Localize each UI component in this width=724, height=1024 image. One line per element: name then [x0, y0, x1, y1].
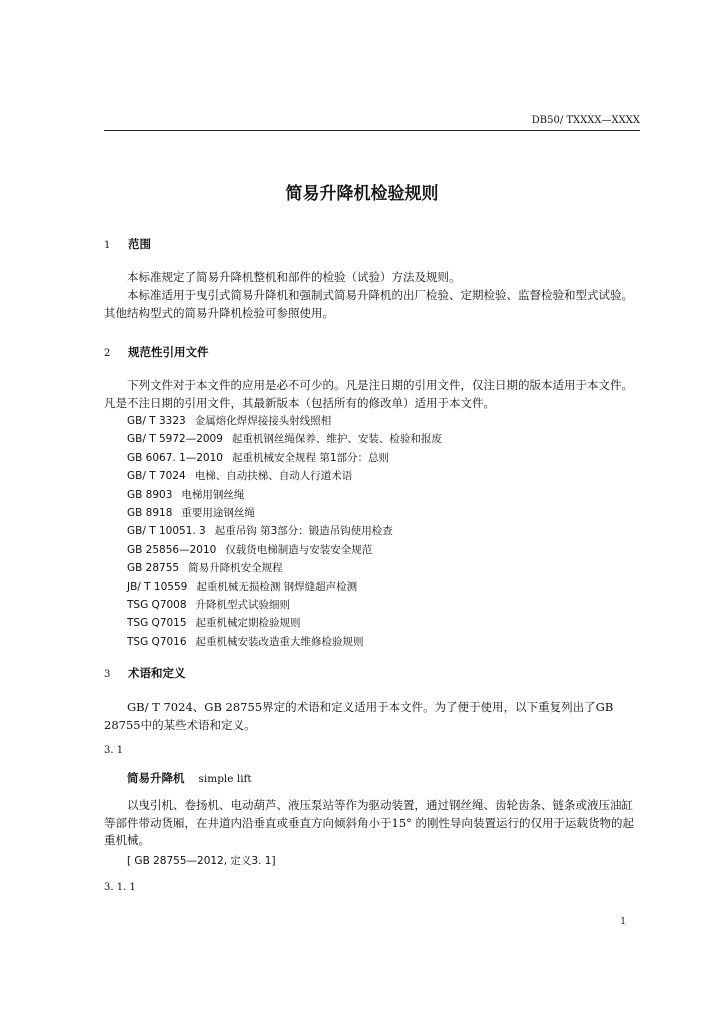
definition-source: [ GB 28755—2012, 定义3. 1] [127, 855, 276, 867]
section-3-heading [104, 665, 186, 683]
term-english: simple lift [198, 773, 252, 785]
section-1-heading [104, 236, 151, 254]
paragraph: GB/ T 7024、GB 28755界定的术语和定义适用于本文件。为了便于使用，以下重复列出了GB 28755中的某些术语和定义。 [104, 700, 614, 732]
paragraph: 下列文件对于本文件的应用是必不可少的。凡是注日期的引用文件，仅注日期的版本适用于本文件。凡是不注日期的引用文件，其最新版本（包括所有的修改单）适用于本文件。 [104, 378, 633, 410]
reference-item: GB/ T 10051. 3 起重吊钩 第3部分：锻造吊钩使用检查 [127, 525, 393, 538]
subterm-number: 3. 1. 1 [104, 882, 136, 893]
term-chinese: 简易升降机 [127, 771, 185, 785]
document-title: 简易升降机检验规则 [285, 184, 439, 204]
reference-item: TSG Q7016 起重机械安装改造重大维修检验规则 [127, 635, 364, 648]
reference-item: TSG Q7015 起重机械定期检验规则 [127, 617, 301, 630]
section-title: 范围 [128, 237, 151, 251]
standard-code: DB50/ TXXXX—XXXX [531, 115, 640, 126]
reference-item: JB/ T 10559 起重机械无损检测 钢焊缝超声检测 [127, 580, 358, 593]
section-number: 2 [104, 348, 111, 359]
reference-item: GB 28755 简易升降机安全规程 [127, 562, 283, 575]
section-title: 规范性引用文件 [128, 345, 209, 359]
reference-item: GB 25856—2010 仅载货电梯制造与安装安全规范 [127, 543, 373, 556]
page-number: 1 [620, 917, 626, 927]
term-number: 3. 1 [104, 745, 124, 756]
reference-item: GB/ T 3323 金属熔化焊焊接接头射线照相 [127, 415, 332, 427]
section-2-heading [104, 344, 209, 362]
reference-item: GB 8903 电梯用钢丝绳 [127, 488, 245, 501]
header-rule [104, 130, 640, 131]
reference-item: GB/ T 7024 电梯、自动扶梯、自动人行道术语 [127, 470, 353, 483]
paragraph: 本标准适用于曳引式简易升降机和强制式简易升降机的出厂检验、定期检验、监督检验和型式试验。其他结构型式的简易升降机检验可参照使用。 [104, 288, 633, 320]
reference-item: TSG Q7008 升降机型式试验细则 [127, 599, 291, 612]
reference-item: GB/ T 5972—2009 起重机钢丝绳保养、维护、安装、检验和报废 [127, 433, 442, 446]
section-number: 1 [104, 240, 111, 251]
term-definition: 以曳引机、卷扬机、电动葫芦、液压泵站等作为驱动装置，通过钢丝绳、齿轮齿条、链条或液压油缸等部件带动货厢，在井道内沿垂直或垂直方向倾斜角小于15° 的刚性导向装置运行的仅用于运载货物的起重机械。 [104, 798, 635, 847]
section-number: 3 [104, 669, 111, 680]
section-title: 术语和定义 [128, 666, 186, 680]
reference-item: GB 6067. 1—2010 起重机械安全规程 第1部分：总则 [127, 451, 390, 464]
term-heading [127, 770, 252, 786]
reference-list [127, 412, 442, 651]
reference-item: GB 8918 重要用途钢丝绳 [127, 507, 255, 520]
paragraph: 本标准规定了简易升降机整机和部件的检验（试验）方法及规则。 [127, 270, 461, 284]
